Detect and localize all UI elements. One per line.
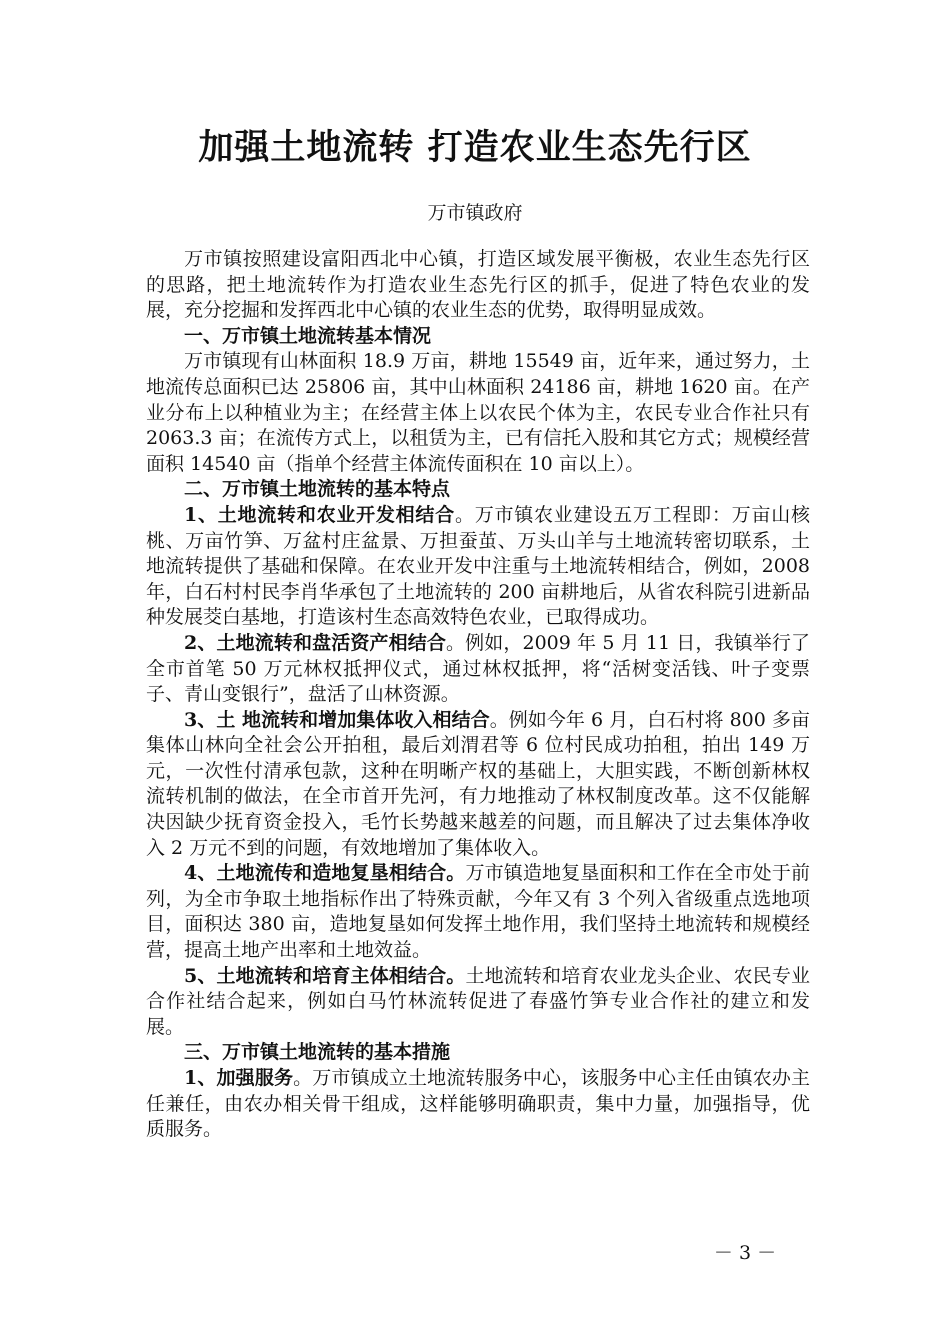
feature-text: 。万市镇农业建设五万工程即：万亩山核桃、万亩竹笋、万盆村庄盆景、万担蚕茧、万头山羊与土地流转密切联系，土地流转提供了基础和保障。在农业开发中注重与土地流转相结合，例如，2008 年，白石村村民李肖华承包了土地流转的 200 亩耕地后，从省农科院引进新品种发展茭白基地，打造该村生态高效特色农业，已取得成功。 bbox=[146, 503, 810, 629]
feature-paragraph bbox=[146, 503, 810, 631]
section-heading-2: 二、万市镇土地流转的基本特点 bbox=[184, 478, 451, 501]
feature-lead: 5、土地流转和培育主体相结合。 bbox=[184, 964, 466, 987]
measure-lead: 1、加强服务 bbox=[184, 1067, 294, 1089]
feature-text: 。例如今年 6 月，白石村将 800 多亩集体山林向全社会公开拍租，最后刘渭君等 6 位村民成功拍租，拍出 149 万元，一次性付清承包款，这种在明晰产权的基础上，大胆实践，不断创新林权流转机制的做法，在全市首开先河，有力地推动了林权制度改革。这不仅能解决因缺少抚育资金投入，毛竹长势越来越差的问题，而且解决了过去集体净收入 2 万元不到的问题，有效地增加了集体收入。 bbox=[146, 708, 810, 859]
feature-lead: 4、土地流传和造地复垦相结合。 bbox=[184, 862, 466, 885]
document-body bbox=[146, 247, 810, 1143]
page-number: － 3 － bbox=[713, 1242, 777, 1264]
section-heading-1: 一、万市镇土地流转基本情况 bbox=[184, 324, 432, 347]
feature-lead: 1、土地流转和农业开发相结合 bbox=[184, 503, 455, 526]
feature-text: 。例如，2009 年 5 月 11 日，我镇举行了全市首笔 50 万元林权抵押仪式，通过林权抵押，将“活树变活钱、叶子变票子、青山变银行”，盘活了山林资源。 bbox=[146, 631, 810, 706]
document-author: 万市镇政府 bbox=[427, 202, 523, 224]
measure-paragraph bbox=[146, 1066, 810, 1143]
intro-paragraph: 万市镇按照建设富阳西北中心镇，打造区域发展平衡极，农业生态先行区的思路，把土地流转作为打造农业生态先行区的抓手，促进了特色农业的发展，充分挖掘和发挥西北中心镇的农业生态的优势，取得明显成效。 bbox=[146, 248, 810, 322]
feature-paragraph bbox=[146, 708, 810, 862]
feature-paragraph bbox=[146, 964, 810, 1041]
section-heading-3: 三、万市镇土地流转的基本措施 bbox=[184, 1041, 451, 1064]
feature-text: 万市镇造地复垦面积和工作在全市处于前列，为全市争取土地指标作出了特殊贡献，今年又有 3 个列入省级重点选地项目，面积达 380 亩，造地复垦如何发挥土地作用，我们坚持土地流转和规模经营，提高土地产出率和土地效益。 bbox=[146, 862, 810, 962]
measure-text: 。万市镇成立土地流转服务中心，该服务中心主任由镇农办主任兼任，由农办相关骨干组成，这样能够明确职责，集中力量，加强指导，优质服务。 bbox=[146, 1067, 810, 1141]
feature-lead: 2、土地流转和盘活资产相结合 bbox=[184, 631, 446, 654]
feature-paragraph bbox=[146, 861, 810, 963]
feature-lead: 3、土 地流转和增加集体收入相结合 bbox=[184, 708, 490, 731]
feature-paragraph bbox=[146, 631, 810, 708]
feature-text: 土地流转和培育农业龙头企业、农民专业合作社结合起来，例如白马竹林流转促进了春盛竹笋专业合作社的建立和发展。 bbox=[146, 964, 810, 1038]
document-title: 加强土地流转 打造农业生态先行区 bbox=[198, 127, 752, 168]
section-1-paragraph: 万市镇现有山林面积 18.9 万亩，耕地 15549 亩，近年来，通过努力，土地流传总面积已达 25806 亩，其中山林面积 24186 亩，耕地 1620 亩。在产业分布上以种植业为主；在经营主体上以农民个体为主，农民专业合作社只有 2063.3 亩；在流传方式上，以租赁为主，已有信托入股和其它方式；规模经营面积 14540 亩（指单个经营主体流传面积在 10 亩以上）。 bbox=[146, 350, 810, 475]
